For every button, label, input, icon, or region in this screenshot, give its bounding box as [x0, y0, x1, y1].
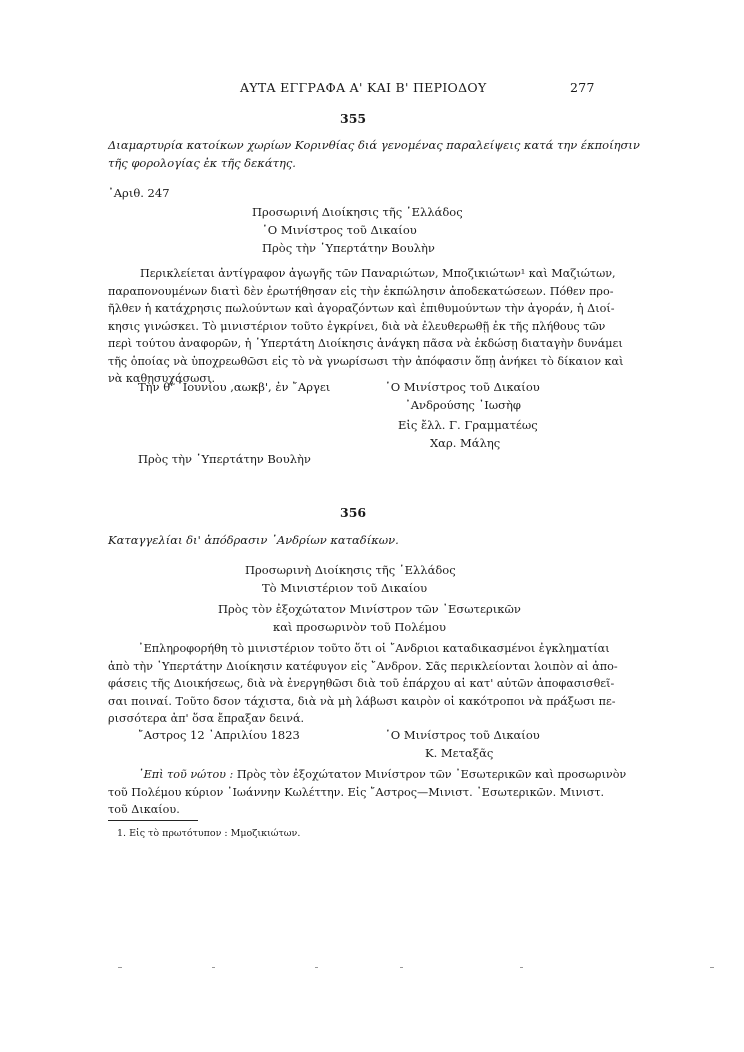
- scan-speck: [118, 967, 122, 968]
- address-line: καὶ προσωρινὸν τοῦ Πολέμου: [273, 620, 446, 634]
- address-line: Πρὸς τὸν ἐξοχώτατον Μινίστρον τῶν ᾿Εσωτερικῶν: [218, 602, 521, 616]
- signature-line: ᾿Ανδρούσης ᾿Ιωσὴφ: [405, 398, 521, 412]
- document-number: 355: [340, 111, 367, 126]
- title-line: Διαμαρτυρία κατοίκων χωρίων Κορινθίας διά γενομένας παραλείψεις κατά την έκποίησιν: [108, 138, 640, 152]
- signature-line: Κ. Μεταξᾶς: [425, 746, 494, 760]
- body-line: Περικλείεται ἀντίγραφον ἀγωγῆς τῶν Παναριώτων, Μποζικιώτων¹ καὶ Μαζιώτων,: [140, 267, 616, 280]
- body-line: νὰ καθησυχάσωσι.: [108, 372, 216, 385]
- note-line: Πρὸς τὸν ἐξοχώτατον Μινίστρον τῶν ᾿Εσωτερικῶν καὶ προσωρινὸν: [236, 768, 627, 781]
- address-line: Προσωρινὴ Διοίκησις τῆς ῾Ελλάδος: [245, 563, 456, 577]
- signature-line: ῾Ο Μινίστρος τοῦ Δικαίου: [385, 728, 540, 742]
- body-line: ᾿Επληροφορήθη τὸ μινιστέριον τοῦτο ὅτι οἱ ῎Ανδριοι καταδικασμένοι ἐγκληματίαι: [138, 642, 610, 655]
- date-place: Τὴν θ' ᾿Ιουνίου ,αωκβ', ἐν ῎Αργει: [138, 380, 331, 394]
- footnote-divider: [108, 820, 198, 821]
- scan-speck: [520, 967, 523, 968]
- scan-speck: [315, 967, 318, 968]
- document-title: [108, 136, 638, 172]
- note-line: τοῦ Δικαίου.: [108, 803, 180, 816]
- title-line: τῆς φορολογίας ἐκ τῆς δεκάτης.: [108, 156, 296, 170]
- date-place: ῎Αστρος 12 ᾿Απριλίου 1823: [138, 728, 300, 742]
- scan-speck: [212, 967, 215, 968]
- signature-line: Εἰς ἔλλ. Γ. Γραμματέως: [398, 418, 538, 432]
- address-line: Τὸ Μινιστέριον τοῦ Δικαίου: [262, 581, 428, 595]
- scan-speck: [400, 967, 403, 968]
- note-label: ᾿Επὶ τοῦ νώτου :: [138, 768, 234, 781]
- signature-line: Χαρ. Μάλης: [430, 436, 501, 450]
- body-line: φάσεις τῆς Διοικήσεως, διὰ νὰ ἐνεργηθῶσι διὰ τοῦ ἐπάρχου αἱ κατ' αὐτῶν ἀποφασισθεῖ-: [108, 677, 615, 690]
- document-title: Καταγγελίαι δι' ἀπόδρασιν ᾿Ανδρίων καταδίκων.: [108, 533, 399, 547]
- letter-body: [108, 265, 638, 388]
- footnote: 1. Εἰς τὸ πρωτότυπον : Μμοζικιώτων.: [117, 828, 301, 839]
- address-line: Προσωρινή Διοίκησις τῆς ῾Ελλάδος: [252, 205, 463, 219]
- document-number: 356: [340, 505, 367, 520]
- body-line: τῆς ὁποίας νὰ ὑποχρεωθῶσι εἰς τὸ νὰ γνωρίσωσι τὴν ἀπόφασιν ὅπῃ ἀνήκει τὸ δίκαιον καὶ: [108, 354, 624, 368]
- body-line: ἀπὸ τὴν ῾Υπερτάτην Διοίκησιν κατέφυγον εἰς ῎Ανδρον. Σᾶς περικλείονται λοιπὸν αἱ ἀπο-: [108, 659, 618, 673]
- letter-body: [108, 640, 638, 728]
- address-line: ῾Ο Μινίστρος τοῦ Δικαίου: [262, 223, 417, 237]
- body-line: σαι ποιναί. Τοῦτο δσον τάχιστα, διὰ νὰ μὴ λάβωσι καιρὸν οἱ κακότροποι νὰ πράξωσι πε-: [108, 694, 616, 708]
- note-line: τοῦ Πολέμου κύριον ᾿Ιωάννην Κωλέττην. Εἰς ῎Αστρος—Μινιστ. ᾿Εσωτερικῶν. Μινιστ.: [108, 785, 605, 799]
- body-line: ῆλθεν ἡ κατάχρησις πωλούντων καὶ ἀγοραζόντων καὶ ἐπιθυμούντων τὴν ἀγοράν, ἡ Διοί-: [108, 302, 615, 315]
- recipient-line: Πρὸς τὴν ῾Υπερτάτην Βουλὴν: [138, 452, 311, 466]
- address-line: Πρὸς τὴν ῾Υπερτάτην Βουλὴν: [262, 241, 435, 255]
- running-title: ΑΥΤΑ ΕΓΓΡΑΦΑ Α' ΚΑΙ Β' ΠΕΡΙΟΔΟΥ: [240, 80, 487, 95]
- endorsement-note: [108, 766, 638, 819]
- scan-speck: [710, 967, 714, 968]
- reference-number: ᾿Αριθ. 247: [108, 186, 170, 200]
- body-line: περὶ τούτου ἀναφορῶν, ἡ ῾Υπερτάτη Διοίκησις ἀνάγκη πᾶσα νὰ ἐκδώσῃ διαταγὴν δυνάμει: [108, 337, 623, 350]
- body-line: κησις γινώσκει. Τὸ μινιστέριον τοῦτο ἐγκρίνει, διὰ νὰ ἐλευθερωθῇ ἐκ τῆς πλήθους τῶν: [108, 319, 606, 333]
- page-number: 277: [570, 80, 595, 95]
- body-line: ρισσότερα ἀπ' ὅσα ἔπραξαν δεινά.: [108, 712, 305, 725]
- body-line: παραπονουμένων διατὶ δὲν ἐρωτήθησαν εἰς τὴν ἐκπώλησιν ἀποδεκατώσεων. Πόθεν προ-: [108, 284, 614, 298]
- signature-line: ῾Ο Μινίστρος τοῦ Δικαίου: [385, 380, 540, 394]
